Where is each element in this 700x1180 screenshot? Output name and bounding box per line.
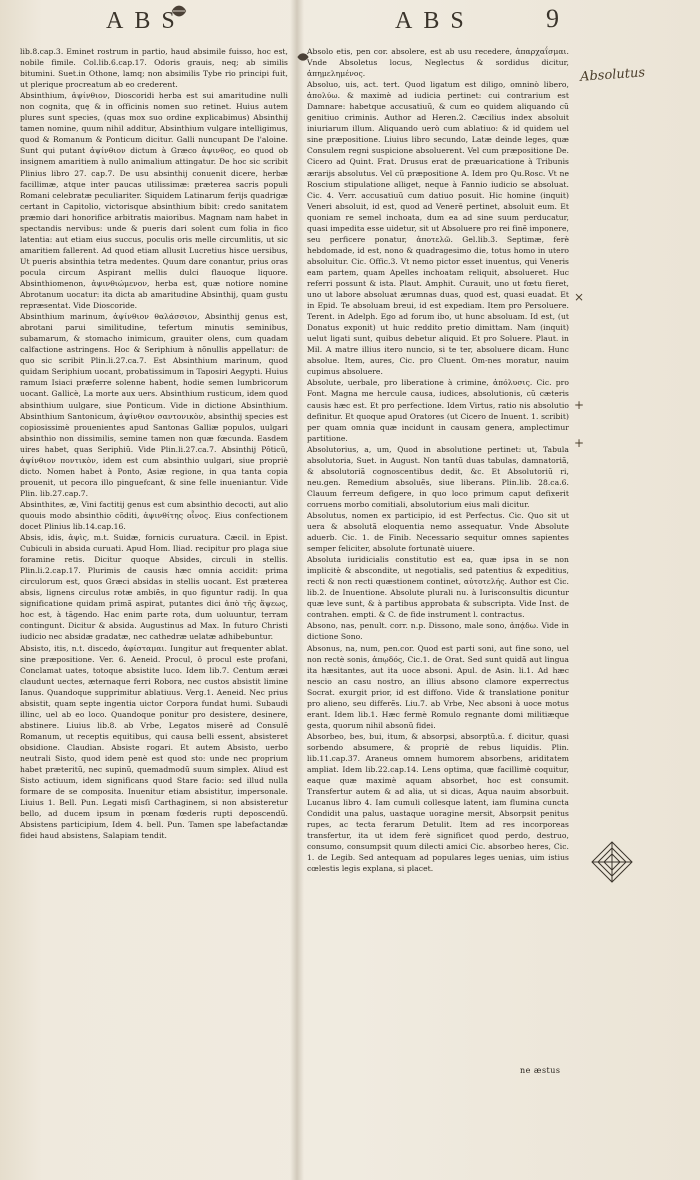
entry-absisto: Absisto, itis, n.t. discedo, ἀφίσταμαι. Iungitur aut frequenter ablat. sine præpositione. Ver. 6. Aeneid. Procul, ô procul este profani, Conclamat uates, totoque absistite luco. Idem lib.7. Centum æræi claudunt uectes, æternaque ferri Robora, nec custos absistit limine Ianus. Quandoque supprimitur ablatiuus. Verg.1. Aeneid. Nec prius absistit, quam septe ingentia uictor Corpora fundat humi. Subaudi illinc, uel ab eo loco. Quandoque ponitur pro desistere, desinere, abstinere. Liuius lib.8. ab Vrbe, Legatos miserē ad Consulē Romanum, ut receptis equitibus, qui causa belli essent, absisteret obsidione. Claudian. Absiste rogari. Et autem Absisto, uerbo neutrali Sisto, quod idem penè est quod sto: unde nec proprium habet præteritũ, nec supinũ, quemadmodũ suum simplex. Aliud est Sisto actiuum, idem significans quod Stare facio: sed illud nulla formare de se composita. Inuenitur etiam absistitur, impersonale. Liuius 1. Bell. Pun. Legati misſi Carthaginem, si non absisteretur bello, ad ducem ipsum in pœnam fœderis rupti deposcendũ. Absistens participium, Idem 4. bell. Pun. Tamen spe labefactandæ fidei haud absistens, Salapiam tendit. [20,643,288,841]
margin-mark-plus-2: + [574,436,585,450]
entry-absimilis: lib.8.cap.3. Eminet rostrum in partio, haud absimile fuisso, hoc est, nobile fimile. Col.lib.6.cap.17. Odoris grauis, neq; ab similis bitumini. Suet.in Othone, lamq; non absimilis Tybe rio principi fuit, ut plerique procreatum ab eo crederent. [20,47,288,90]
diamond-ornament-icon [590,840,634,884]
entry-absinthites: Absinthites, æ, Vini factitij genus est cum absinthio decocti, aut alio quouis modo absinthio cõditi, ἀψινθίτης οἶνος. Eius confectionem docet Plinius lib.14.cap.16. [20,499,288,532]
entry-absoleo: Absolo etis, pen cor. absolere, est ab usu recedere, ἀπαρχαΐσμαι. Vnde Absoletus locus, Neglectus & sordidus dicitur, ἀπημελημένος. [307,47,569,79]
margin-mark-plus: + [574,398,585,412]
entry-absis: Absis, idis, ἀψὶς, m.t. Suidæ, fornicis curuatura. Cæcil. in Epist. Cubiculi in absida curuati. Apud Hom. Iliad. recipitur pro plaga siue foramine retis. Dicitur quoque Absides, circuli in stellis. Plin.li.2.cap.17. Plurimis de causis hæc omnia accidit: prima circulorum est, quos Græci absidas in stellis uocant. Est præterea absis, lignens circulus rotæ ambiẽs, in quo figuntur radij. In qua significatione quidam primã aspirat, putantes dici ἁπὸ τῆς ἅψεως, hoc est, à tāgendo. Hac enim parte rota, dum uoluuntur, terram contingunt. Dicitur & absida. Augustinus ad Max. In futuro Christi iudicio nec absidæ gradatæ, nec cathedræ uelatæ adhibebuntur. [20,533,288,642]
entry-absoluta-iuridicialis: Absoluta iuridicialis constitutio est ea, quæ ipsa in se non implicitè & abscondite, ut negotialis, sed patentius & expeditius, recti & non recti quæstionem continet, αὐτοτελής. Author est Cic. lib.2. de Inuentione. Absolute plurali nu. à Iurisconsultis dicuntur quæ leve sunt, & à partibus approbata & subscripta. Vide Inst. de contrahen. empti. & C. de fide instrument l. contractus. [307,555,569,620]
entry-absinthium-marinum: Absinthium marinum, ἀψίνθιον θαλάσσιον, Absinthij genus est, abrotani parui similitudine, tefertum minutis seminibus, subamarum, & stomacho inimicum, grauiter olens, cum quadam calfactione astringens. Hoc & Seriphium à nõnullis appellatur: de quo sic scribit Plin.li.27.ca.7. Est Absinthium marinum, quod quidam Seriphium uocant, probatissimum in Taposiri Aegypti. Huius ramum Isiaci præferre solenne habent, hodie semen lumbricorum uocant. Gallicè, La morte aux uers. Absinthium rusticum, idem quod absinthium uulgare, siue Ponticum. Vide in dictione Absinthium. Absinthium Santonicum, ἀψίνθιον σαντονικὸν, absinthij species est copiosissimè prouenientes apud Santonas Galliæ populos, uulgari absinthio non dissimilis, semine tamen non quæ fœcunda. Easdem uires habet, quas Seriphiũ. Vide Plin.li.27.ca.7. Absinthij Pôticũ, ἀψίνθιον ποντικὸν, idem est cum absinthio uulgari, siue propriè dicto. Nomen habet à Ponto, Asiæ regione, in qua tanta copia prouenit, ut pecora illo pinguefcant, & sine felle inueniantur. Vide Plin. lib.27.cap.7. [20,312,288,498]
entry-absono: Absono, nas, penult. corr. n.p. Dissono, male sono, ἀπᾴδω. Vide in dictione Sono. [307,621,569,642]
entry-absolutio: Absolute, uerbale, pro liberatione à crimine, ἀπόλυσις. Cic. pro Font. Magna me hercule causa, iudices, absolutionis, cũ cæteris causis hæc est. Et pro perfectione. Idem Virtus, ratio nis absolutio definitur. Et quoque apud Oratores (ut Cicero de Inuent. 1. scribit) per quam omnia quæ incidunt in causam genera, amplectimur partitione. [307,378,569,443]
left-text-column [20,46,288,1096]
entry-absonus: Absonus, na, num, pen.cor. Quod est parti soni, aut fine sono, uel non rectè sonis, ἀπῳδός, Cic.1. de Orat. Sed sunt quidã aut lingua ita hæsitantes, aut ita uoce absoni. Apul. de Asin. li.1. Ad hæc nescio an casu nostro, an illius absono clamore experrectus Socrat. exurgit prior, id est diffono. Vide & translatione ponitur pro alieno, seu differẽs. Liu.7. ab Vrbe, Nec absoni à uoce motus erant. Idem lib.1. Hæc fermè Romulo regnante domi militiæque gesta, quorum nihil absonũ fidei. [307,643,569,730]
right-text-column [307,46,569,1046]
left-running-head: ABS [106,8,186,34]
entry-absolutorius: Absolutorius, a, um, Quod in absolutione pertinet: ut, Tabula absolutoria, Suet. in August. Non tantũ duas tabulas, damnatoriã, & absolutoriã cognoscentibus dedit, &c. Et Absolutoriũ ri, neu.gen. Remedium absoluẽs, siue liberans. Plin.lib. 28.ca.6. Clauum ferreum defigere, in quo loco primum caput defixerit corruens morbo comitiali, absolutorium eius mali dicitur. [307,444,569,509]
page-gutter-shadow [290,0,304,1180]
handwritten-margin-note: Absolutus [579,65,646,85]
entry-absinthium: Absinthium, ἀψίνθιον, Dioscoridi herba est sui amaritudine nulli non cognita, quę & in officinis nomen suo retinet. Huius autem plures sunt species, (quas mox suo ordine explicabimus) Absinthij tamen nomine, quum nihil additur, Absinthium vulgare intelligimus, quod & Romanum & Ponticum dicitur. Galli nuncupant De l'aloine. Sunt qui putant ἀψίνθιον dictum à Græco ἀψινθος, eo quod ob insignem amaritiem à nullo animalium attingatur. De hoc sic scribit Plinius libro 27. cap.7. De usu absinthij conuenit dicere, herbæ facillimæ, atque inter paucas utilissimæ: præterea sacris populi Romani celebratæ peculiariter. Siquidem Latinarum ferijs quadrigæ certant in Capitolio, victorisque absinthium bibit: credo sanitatem præmio dari honorifice arbitratis maioribus. Magnam nam habet in spectandis nervibus: unde & pueris dari solent cum folia in fico latentia: aut etiam eius succus, poculis oris melle circumlitis, ut sic amaritiem fallerent. Ad quod etiam allusit Lucretius hisce uersibus, Ut pueris absinthia tetra medentes. Quum dare conantur, prius oras pocula circum Aspirant mellis dulci flauoque liquore. Absinthiomenon, ἀψινθιώμενον, herba est, quæ notiore nomine Abrotanum uocatur: ita dicta ab amaritudine Absinthij, quam gustu repræsentat. Vide Dioscoride. [20,91,288,311]
entry-absolutus: Absolutus, nomen ex participio, id est Perfectus. Cic. Quo sit ut uera & absolutã eloquentia nemo assequatur. Vnde Absolute aduerb. Cic. 1. de Finib. Necessario sequitur omnes sapientes semper feliciter, absolute fortunatè uiuere. [307,510,569,554]
entry-absorbeo: Absorbeo, bes, bui, itum, & absorpsi, absorptũ.a. f. dicitur, quasi sorbendo absumere, & propriè de rebus liquidis. Plin. lib.11.cap.37. Araneus omnem humorem absorbens, ariditatem ampliat. Idem lib.22.cap.14. Lens optima, quæ facillimè coquitur, eaque quæ maximè aquam absorbet, hoc est consumit. Transfertur autem & ad alia, ut si dicas, Aqua nauim absorbuit. Lucanus libro 4. Iam cumuli collesque latent, iam flumina cuncta Condidit una palus, uastaque uoragine mersit, Absorpsit penitus rupes, ac tecta ferarum Detulit. Item ad res incorporeas transfertur, ita ut idem ferè significet quod perdo, destruo, consumo, consumpsit quum dilecti amici Cic. absorbeo heres, Cic. 1. de Legib. Sed antequam ad populares leges uenias, uim istius cœlestis legis explana, si placet. [307,731,569,874]
entry-absoluo: Absoluo, uis, act. tert. Quod ligatum est diligo, omninò libero, ἀπολύω. & maximè ad iudicia pertinet: cui contrarium est Damnare: habetque accusatiuũ, & cum eo quidem aliquando cũ genitiuo criminis. Author ad Heren.2. Cæcilius index absoluit iniuriarum illum. Aliquando uerò cum ablatiuo: & id quidem uel sine præpositione. Liuius libro secundo, Latæ deinde leges, quæ Consulem regni suspicione absoluerent. Vel cum præpositione De. Cicero ad Quint. Frat. Drusus erat de præuaricatione à Tribunis ærarijs absolutus. Vel cũ præpositione A. Idem pro Qu.Rosc. Vt ne Roscium stipulatione alliget, neque à Fannio iudicio se absoluat. Cic. 4. Verr. accusatiuũ cum datiuo posuit. Hic homine (inquit) Veneri absoluit, id est, quod ad Venerē pertinet, absoluit eum. Et quoniam re semel inchoata, dum ea ad sine suum perducatur, quasi impedita esse uidetur, sit ut Absoluere pro rei finẽ imponere, seu perficere ponatur, ἀποτελῶ. Gel.lib.3. Septimæ, ferè hebdomade, id est, nono & quadragesimo die, totus homo in utero absoluitur. Cic. Offic.3. Vt nemo pictor esset inuentus, qui Veneris eam partem, quam Apelles inchoatam reliquit, absolueret. Huc referri possunt & ista. Plaut. Amphit. Curauit, uno ut fœtu fieret, uno ut labore absoluat ærumnas duas, quod est, quasi euadat. Et in Epid. Te absoluam breui, id est expediam. Item pro Persoluere. Terent. in Adelph. Ego ad forum ibo, ut hunc absoluam. Id est, (ut Donatus exponit) ut huic reddito pretio dimittam. Nam (inquit) uelut ligati sunt, quibus debetur aliquid. Et pro Soluere. Plaut. in Mil. A matre illius itero nuncio, si te ter, absoluere dicam. Hunc absolue. Item, aures, Cic. pro Cluent. Om-nes moratur, nauim cupimus absoluere. [307,80,569,377]
page-number: 9 [546,4,559,33]
catchword: ne æstus [520,1066,561,1075]
right-running-head: ABS [395,8,475,34]
margin-mark-cross: × [574,290,585,304]
